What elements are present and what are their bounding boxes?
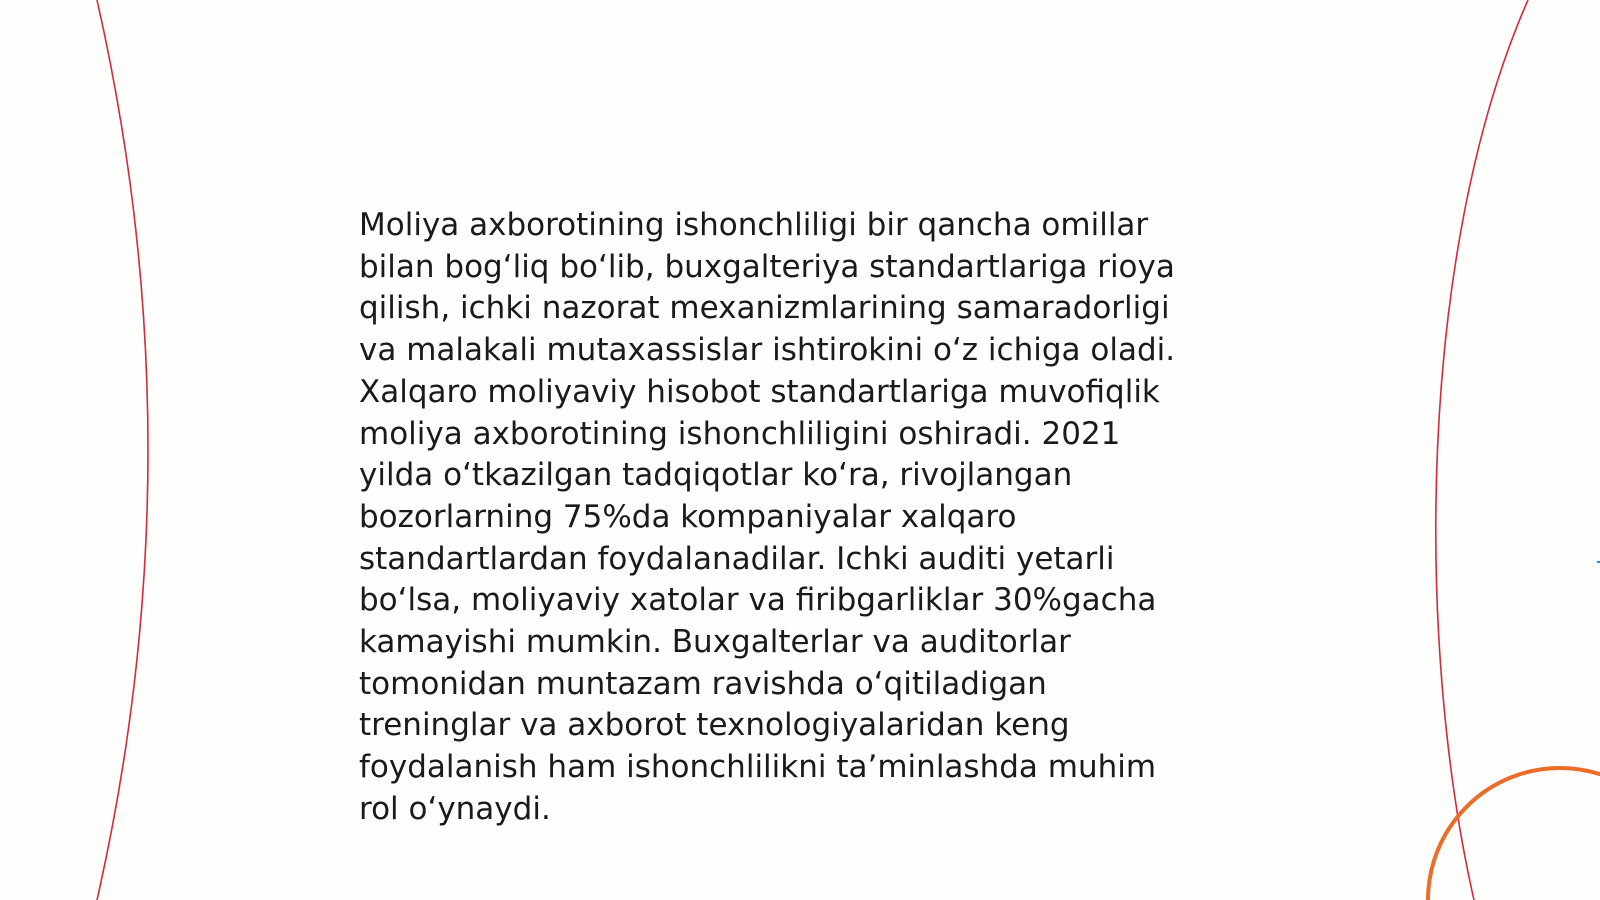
paragraph-line: foydalanish ham ishonchlilikni ta’minlashda muhim bbox=[359, 749, 1157, 786]
paragraph-line: tomonidan muntazam ravishda o‘qitiladigan bbox=[359, 665, 1047, 702]
paragraph-line: treninglar va axborot texnologiyalaridan keng bbox=[359, 707, 1070, 744]
paragraph-line: kamayishi mumkin. Buxgalterlar va auditorlar bbox=[359, 624, 1071, 661]
paragraph-line: bozorlarning 75%da kompaniyalar xalqaro bbox=[359, 498, 1017, 535]
paragraph-line: Moliya axborotining ishonchliligi bir qancha omillar bbox=[359, 207, 1149, 243]
paragraph-line: standartlardan foydalanadilar. Ichki auditi yetarli bbox=[359, 540, 1115, 577]
paragraph-line: va malakali mutaxassislar ishtirokini o‘z ichiga oladi. bbox=[359, 332, 1176, 369]
paragraph-line: bo‘lsa, moliyaviy xatolar va firibgarliklar 30%gacha bbox=[359, 582, 1157, 619]
body-paragraph bbox=[359, 205, 1219, 831]
paragraph-line: moliya axborotining ishonchliligini oshiradi. 2021 bbox=[359, 415, 1121, 452]
paragraph-line: qilish, ichki nazorat mexanizmlarining samaradorligi bbox=[359, 290, 1170, 327]
paragraph-line: yilda o‘tkazilgan tadqiqotlar ko‘ra, rivojlangan bbox=[359, 457, 1073, 494]
paragraph-line: rol o‘ynaydi. bbox=[359, 790, 551, 827]
paragraph-line: bilan bog‘liq bo‘lib, buxgalteriya standartlariga rioya bbox=[359, 248, 1175, 285]
right-arc-line bbox=[1436, 0, 1528, 900]
left-arc-line bbox=[97, 0, 148, 900]
paragraph-line: Xalqaro moliyaviy hisobot standartlariga muvofiqlik bbox=[359, 373, 1160, 410]
